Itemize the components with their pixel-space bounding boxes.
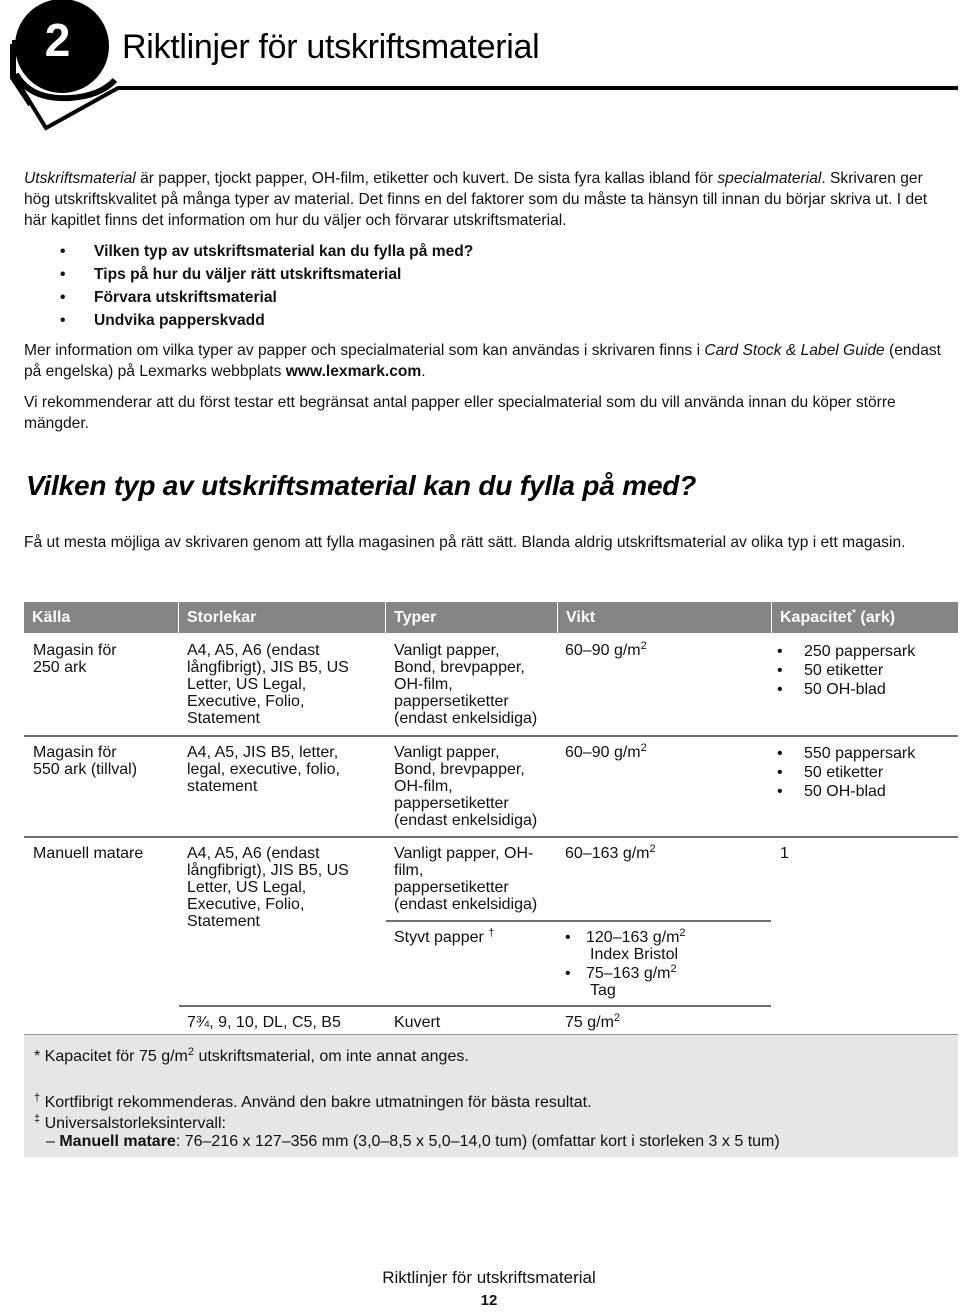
capacity-item: • 50 etiketter [776, 661, 915, 680]
cell-line: pappersetiketter [394, 795, 509, 812]
row-divider [24, 836, 958, 838]
row3-capacity: 1 [780, 845, 789, 862]
cell-line: pappersetiketter [394, 693, 509, 710]
card-type-label: Styvt papper [394, 929, 484, 946]
row2-sizes [187, 744, 340, 795]
footnote-sup: 2 [187, 1046, 194, 1058]
weight-sup: 2 [613, 1012, 621, 1024]
row-divider [24, 735, 958, 737]
footnote-manual-range [46, 1132, 780, 1151]
cell-line: Executive, Folio, [187, 693, 305, 710]
cell-line: Magasin för [33, 642, 117, 659]
sub-divider [179, 1005, 771, 1007]
weight-sup: 2 [640, 742, 647, 754]
footnote-dash: – [46, 1133, 60, 1150]
section-link[interactable]: • Vilken typ av utskriftsmaterial kan du fylla på med? [60, 240, 473, 263]
header-capacity-unit: (ark) [855, 609, 896, 626]
row3-types [394, 845, 537, 913]
cell-line: Executive, Folio, [187, 896, 305, 913]
card-type [394, 929, 494, 946]
footnote-text: utskriftsmaterial, om inte annat anges. [194, 1048, 469, 1065]
recommend-paragraph: Vi rekommenderar att du först testar ett begränsat antal papper eller specialmaterial som du vill använda innan du köper större mängder. [24, 394, 896, 432]
intro-paragraph [24, 168, 944, 231]
weight-sup: 2 [640, 640, 647, 652]
row1-sizes [187, 642, 349, 727]
envelope-sizes: 7¾, 9, 10, DL, C5, B5 [187, 1014, 341, 1031]
header-sizes: Storlekar [187, 609, 257, 626]
capacity-item: • 50 etiketter [776, 763, 915, 782]
row3-weight [565, 845, 656, 862]
weight-value: 60–163 g/m [565, 845, 650, 862]
cell-line: Statement [187, 710, 260, 727]
card-weight-value: 75–163 g/m [586, 965, 671, 982]
footnote-text: Kortfibrigt rekommenderas. Använd den bakre utmatningen för bästa resultat. [40, 1094, 592, 1111]
weight-value: 60–90 g/m [565, 642, 641, 659]
cell-line: (endast enkelsidiga) [394, 896, 538, 913]
footnote-mark: ‡ [34, 1113, 41, 1125]
cell-line: Bond, brevpapper, [394, 659, 525, 676]
row1-source [33, 642, 117, 676]
weight-value: 75 g/m [565, 1014, 614, 1031]
capacity-item: • 50 OH-blad [776, 680, 915, 699]
weight-sup: 2 [670, 963, 677, 975]
cell-line: legal, executive, folio, [187, 761, 340, 778]
row2-types [394, 744, 537, 829]
cell-line: OH-film, [394, 778, 453, 795]
chapter-badge [0, 0, 960, 140]
cell-line: A4, A5, A6 (endast [187, 642, 320, 659]
section-link-list [60, 240, 473, 332]
chapter-title: Riktlinjer för utskriftsmaterial [122, 28, 540, 66]
cell-line: 250 ark [33, 659, 87, 676]
header-capacity-mark: * [852, 608, 856, 619]
footnote-universal [34, 1114, 226, 1133]
intro-text-2: . Skrivaren ger hög utskriftskvalitet på många typer av material. Det finns en del faktorer som du måste ta hänsyn till innan du börjar skriva ut. I det här kapitlet finns det information om hur du väljer och förvarar utskriftsmaterial. [24, 170, 928, 229]
cell-line: Magasin för [33, 744, 117, 761]
media-table [24, 602, 958, 1157]
footnote-text: Kapacitet för 75 g/m [40, 1048, 188, 1065]
page-number: 12 [480, 1292, 498, 1309]
card-weight-item [564, 929, 686, 963]
section-link[interactable]: • Tips på hur du väljer rätt utskriftsmaterial [60, 263, 473, 286]
more-info-paragraph [24, 340, 942, 382]
cell-line: Vanligt papper, [394, 642, 500, 659]
header-capacity [772, 602, 958, 633]
cell-line: (endast enkelsidiga) [394, 812, 538, 829]
card-weights [564, 929, 686, 999]
cell-line: långfibrigt), JIS B5, US [187, 862, 349, 879]
more-info-text-1: Mer information om vilka typer av papper och specialmaterial som kan användas i skrivaren finns i [24, 342, 705, 359]
cell-line: Letter, US Legal, [187, 676, 307, 693]
footnote-text: Universalstorleksintervall: [40, 1115, 226, 1132]
chapter-number: 2 [44, 14, 70, 66]
card-weight-name: Tag [590, 982, 616, 999]
footer-chapter-title: Riktlinjer för utskriftsmaterial [382, 1268, 596, 1287]
sub-divider [386, 920, 771, 922]
table-footnotes [24, 1034, 958, 1157]
weight-value: 60–90 g/m [565, 744, 641, 761]
cell-line: OH-film, [394, 676, 453, 693]
row3-source [33, 845, 143, 862]
cell-line: Bond, brevpapper, [394, 761, 525, 778]
header-capacity-label: Kapacitet [780, 609, 853, 626]
cell-line: Letter, US Legal, [187, 879, 307, 896]
row1-weight [565, 642, 647, 659]
cell-line: A4, A5, JIS B5, letter, [187, 744, 339, 761]
cell-line: film, [394, 862, 424, 879]
cell-line: långfibrigt), JIS B5, US [187, 659, 349, 676]
footnote-capacity [34, 1047, 469, 1066]
row2-capacity [776, 744, 915, 801]
footnote-grain [34, 1093, 592, 1112]
cell-line: Statement [187, 913, 260, 930]
cell-line: Manuell matare [33, 845, 144, 862]
footnote-mark: † [34, 1092, 41, 1104]
cell-line: pappersetiketter [394, 879, 509, 896]
header-weight: Vikt [566, 609, 596, 626]
envelope-weight [565, 1014, 620, 1031]
capacity-item: • 550 pappersark [776, 744, 915, 763]
cell-line: (endast enkelsidiga) [394, 710, 538, 727]
website-link[interactable]: www.lexmark.com [285, 363, 422, 380]
weight-sup: 2 [679, 927, 686, 939]
cell-line: Vanligt papper, [394, 744, 500, 761]
intro-italic-term: Utskriftsmaterial [24, 170, 136, 187]
table-header-row [24, 602, 958, 633]
envelope-type: Kuvert [394, 1014, 441, 1031]
row1-types [394, 642, 537, 727]
footnote-mark: * [34, 1048, 41, 1065]
section-text: Få ut mesta möjliga av skrivaren genom att fylla magasinen på rätt sätt. Blanda aldrig utskriftsmaterial av olika typ i ett magasin. [24, 534, 906, 551]
footnote-bold: Manuell matare [59, 1133, 176, 1150]
row2-weight [565, 744, 647, 761]
guide-title: Card Stock & Label Guide [704, 342, 885, 359]
row1-capacity [776, 642, 915, 699]
card-weight-name: Index Bristol [590, 946, 679, 963]
card-weight-item [564, 965, 686, 999]
capacity-item: • 250 pappersark [776, 642, 915, 661]
more-info-text-2: (endast på engelska) på Lexmarks webbplats [24, 342, 942, 380]
card-type-mark: † [488, 927, 495, 939]
row2-source [33, 744, 137, 778]
header-types: Typer [394, 609, 437, 626]
card-weight-value: 120–163 g/m [586, 929, 680, 946]
footnote-text: : 76–216 x 127–356 mm (3,0–8,5 x 5,0–14,0 tum) (omfattar kort i storleken 3 x 5 tum) [175, 1133, 780, 1150]
weight-sup: 2 [649, 843, 656, 855]
cell-line: statement [187, 778, 258, 795]
cell-line: Vanligt papper, OH- [394, 845, 534, 862]
cell-line: A4, A5, A6 (endast [187, 845, 320, 862]
more-info-text-3: . [421, 363, 426, 380]
header-source: Källa [32, 609, 71, 626]
section-link[interactable]: • Förvara utskriftsmaterial [60, 286, 473, 309]
intro-text-1: är papper, tjockt papper, OH-film, etiketter och kuvert. De sista fyra kallas ibland för [135, 170, 718, 187]
row3-sizes [187, 845, 349, 930]
section-link[interactable]: • Undvika papperskvadd [60, 309, 473, 332]
cell-line: 550 ark (tillval) [33, 761, 138, 778]
capacity-item: • 50 OH-blad [776, 782, 915, 801]
section-heading: Vilken typ av utskriftsmaterial kan du fylla på med? [26, 470, 697, 501]
intro-italic-special: specialmaterial [717, 170, 822, 187]
